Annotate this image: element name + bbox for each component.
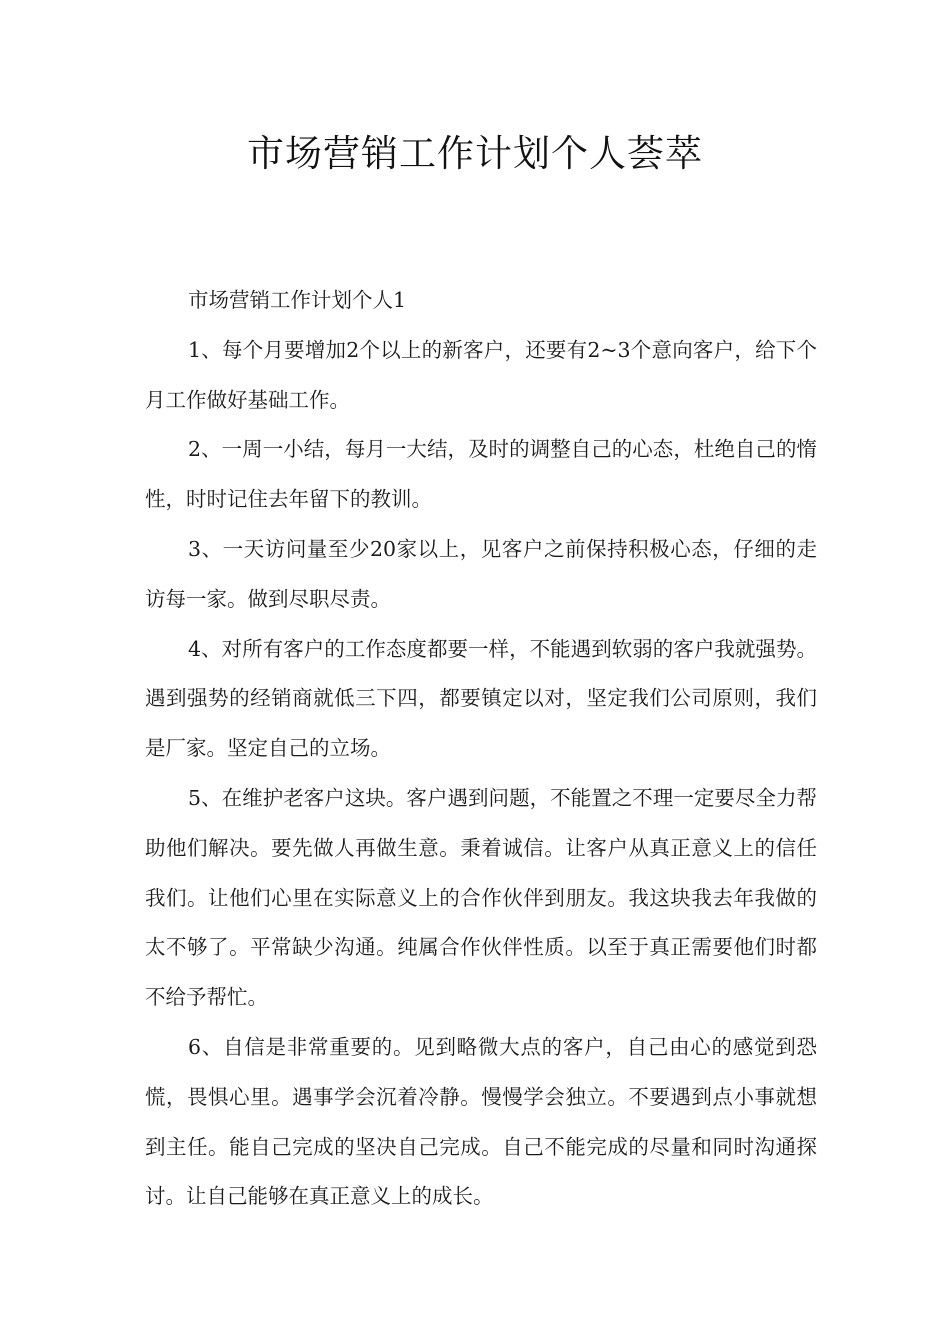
paragraph-2: 2、一周一小结，每月一大结，及时的调整自己的心态，杜绝自己的惰性，时时记住去年留下的教训。 <box>145 437 817 512</box>
document-title: 市场营销工作计划个人荟萃 <box>247 132 703 175</box>
paragraph-5: 5、在维护老客户这块。客户遇到问题，不能置之不理一定要尽全力帮助他们解决。要先做人再做生意。秉着诚信。让客户从真正意义上的信任我们。让他们心里在实际意义上的合作伙伴到朋友。我这块我去年我做的太不够了。平常缺少沟通。纯属合作伙伴性质。以至于真正需要他们时都不给予帮忙。 <box>145 785 817 1010</box>
paragraph-6: 6、自信是非常重要的。见到略微大点的客户，自己由心的感觉到恐慌，畏惧心里。遇事学会沉着冷静。慢慢学会独立。不要遇到点小事就想到主任。能自己完成的坚决自己完成。自己不能完成的尽量和同时沟通探讨。让自己能够在真正意义上的成长。 <box>145 1034 817 1209</box>
section-heading: 市场营销工作计划个人1 <box>188 288 407 312</box>
paragraph-3: 3、一天访问量至少20家以上，见客户之前保持积极心态，仔细的走访每一家。做到尽职尽责。 <box>145 536 817 611</box>
document-body <box>145 276 817 1222</box>
paragraph-1: 1、每个月要增加2个以上的新客户，还要有2~3个意向客户，给下个月工作做好基础工作。 <box>145 337 817 412</box>
paragraph-4: 4、对所有客户的工作态度都要一样，不能遇到软弱的客户我就强势。遇到强势的经销商就低三下四，都要镇定以对，坚定我们公司原则，我们是厂家。坚定自己的立场。 <box>145 636 817 761</box>
